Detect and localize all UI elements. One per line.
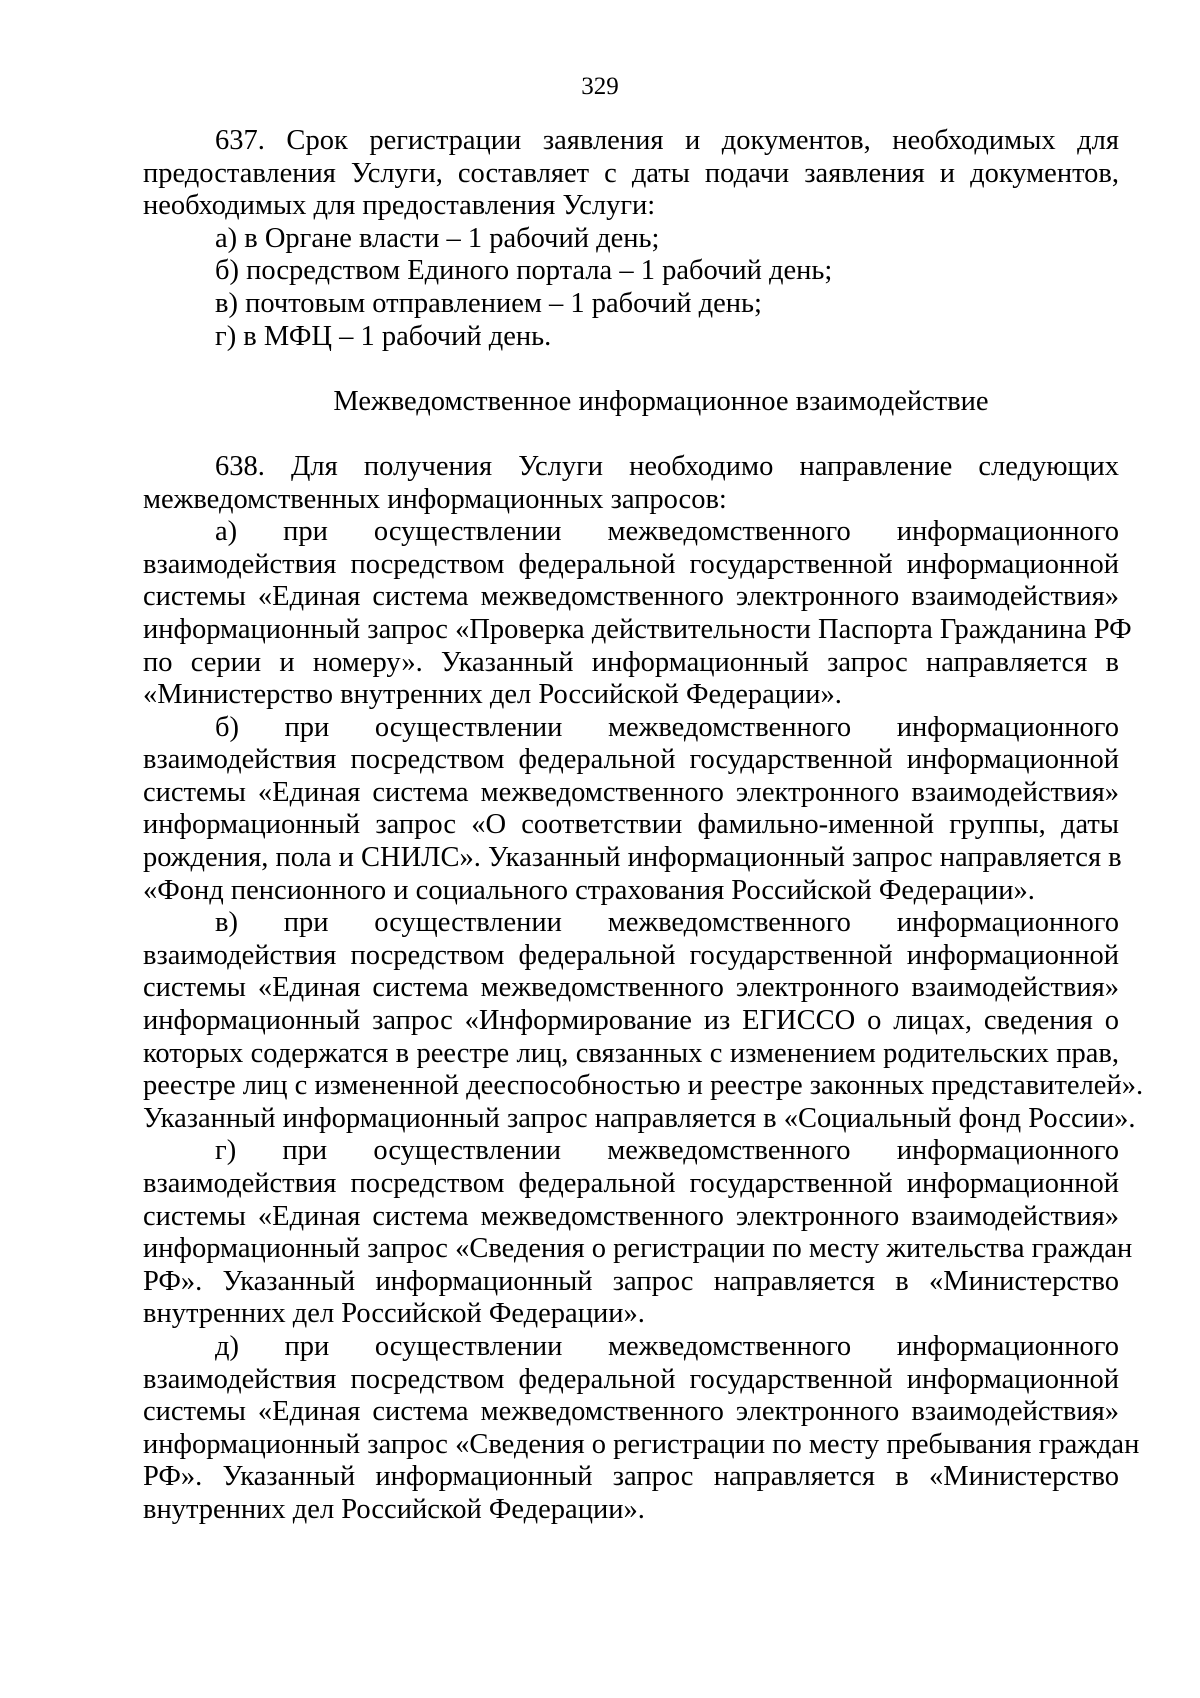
text-line: внутренних дел Российской Федерации». xyxy=(143,1493,645,1525)
paragraph-637 xyxy=(143,125,1119,353)
text-line: РФ». Указанный информационный запрос направляется в «Министерство xyxy=(143,1265,1119,1297)
text-line: в) при осуществлении межведомственного информационного xyxy=(215,907,1119,939)
text-line: системы «Единая система межведомственного электронного взаимодействия» xyxy=(143,1396,1119,1428)
list-item: г) в МФЦ – 1 рабочий день. xyxy=(215,320,552,352)
text-line: б) при осуществлении межведомственного информационного xyxy=(215,711,1119,743)
text-line: системы «Единая система межведомственного электронного взаимодействия» xyxy=(143,776,1119,808)
text-line: взаимодействия посредством федеральной государственной информационной xyxy=(143,744,1119,776)
page-number: 329 xyxy=(581,73,619,100)
text-line: г) при осуществлении межведомственного информационного xyxy=(215,1135,1119,1167)
text-line: д) при осуществлении межведомственного информационного xyxy=(215,1330,1119,1362)
text-line: РФ». Указанный информационный запрос направляется в «Министерство xyxy=(143,1461,1119,1493)
text-line: а) при осуществлении межведомственного информационного xyxy=(215,516,1119,548)
text-line: информационный запрос «Сведения о регистрации по месту жительства граждан xyxy=(143,1233,1133,1265)
text-line: информационный запрос «Проверка действительности Паспорта Гражданина РФ xyxy=(143,613,1132,645)
text-line: «Фонд пенсионного и социального страхования Российской Федерации». xyxy=(143,874,1035,906)
text-line: межведомственных информационных запросов: xyxy=(143,483,727,515)
list-item: б) посредством Единого портала – 1 рабочий день; xyxy=(215,255,833,287)
text-line: информационный запрос «Информирование из ЕГИССО о лицах, сведения о xyxy=(143,1005,1119,1037)
text-line: «Министерство внутренних дел Российской Федерации». xyxy=(143,679,842,711)
paragraph-638 xyxy=(143,450,1144,1527)
text-line: рождения, пола и СНИЛС». Указанный информационный запрос направляется в xyxy=(143,842,1122,874)
text-line: информационный запрос «Сведения о регистрации по месту пребывания граждан xyxy=(143,1428,1140,1460)
text-line: информационный запрос «О соответствии фамильно-именной группы, даты xyxy=(143,809,1119,841)
list-item: а) в Органе власти – 1 рабочий день; xyxy=(215,222,660,254)
text-line: системы «Единая система межведомственного электронного взаимодействия» xyxy=(143,581,1119,613)
spacer xyxy=(143,418,1119,451)
text-line: Указанный информационный запрос направляется в «Социальный фонд России». xyxy=(143,1102,1136,1134)
text-line: реестре лиц с измененной дееспособностью и реестре законных представителей». xyxy=(143,1070,1144,1102)
text-line: взаимодействия посредством федеральной государственной информационной xyxy=(143,939,1119,971)
text-line: которых содержатся в реестре лиц, связанных с изменением родительских прав, xyxy=(143,1037,1119,1069)
text-line: 638. Для получения Услуги необходимо направление следующих xyxy=(215,450,1119,482)
text-line: предоставления Услуги, составляет с даты подачи заявления и документов, xyxy=(143,157,1119,189)
text-line: взаимодействия посредством федеральной государственной информационной xyxy=(143,1363,1119,1395)
text-line: необходимых для предоставления Услуги: xyxy=(143,190,656,222)
text-line: взаимодействия посредством федеральной государственной информационной xyxy=(143,1168,1119,1199)
text-line: по серии и номеру». Указанный информационный запрос направляется в xyxy=(143,646,1119,678)
text-line: 637. Срок регистрации заявления и документов, необходимых для xyxy=(215,125,1119,156)
document-body xyxy=(143,125,1144,1527)
list-item: в) почтовым отправлением – 1 рабочий день; xyxy=(215,287,762,319)
section-heading: Межведомственное информационное взаимодействие xyxy=(333,385,989,417)
text-line: системы «Единая система межведомственного электронного взаимодействия» xyxy=(143,972,1119,1004)
text-line: взаимодействия посредством федеральной государственной информационной xyxy=(143,548,1119,580)
spacer xyxy=(143,353,1119,386)
text-line: внутренних дел Российской Федерации». xyxy=(143,1298,645,1330)
text-line: системы «Единая система межведомственного электронного взаимодействия» xyxy=(143,1200,1119,1232)
